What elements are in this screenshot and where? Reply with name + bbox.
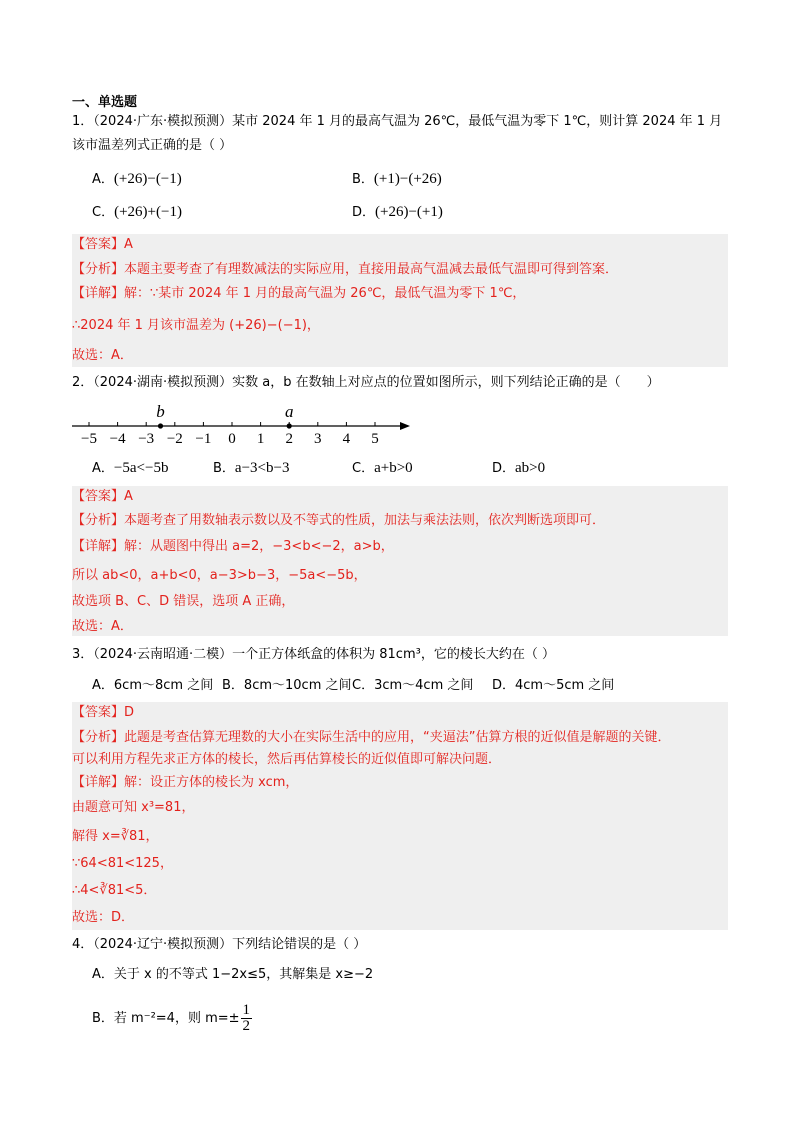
- number-line: [0, 398, 430, 450]
- q1-stem-line-1: 1．（2024·广东·模拟预测）某市 2024 年 1 月的最高气温为 26℃，最低气温为零下 1℃，则计算 2024 年 1 月: [72, 114, 723, 129]
- option-label: B．: [222, 678, 244, 693]
- option-text: a−3<b−3: [234, 460, 290, 476]
- q3-analysis-line-2: 可以利用方程先求正方体的棱长，然后再估算棱长的近似值即可解决问题．: [72, 752, 502, 767]
- option-label: C．: [352, 678, 375, 693]
- q3-option-a: [92, 677, 213, 695]
- q2-option-a: [92, 459, 168, 478]
- q1-option-b: [352, 170, 442, 189]
- number-line-tick-label: 4: [342, 431, 351, 447]
- q4-option-b: [92, 1002, 252, 1036]
- q3-option-c: [352, 677, 473, 695]
- number-line-tick-label: −3: [138, 431, 155, 447]
- number-line-tick-label: −4: [109, 431, 126, 447]
- number-line-point-b: [158, 423, 163, 428]
- q2-analysis: 【分析】本题考查了用数轴表示数以及不等式的性质，加法与乘法法则，依次判断选项即可．: [72, 513, 606, 528]
- q1-detail: 【详解】解：∵某市 2024 年 1 月的最高气温为 26℃，最低气温为零下 1℃，: [72, 286, 526, 301]
- option-label: D．: [492, 678, 516, 693]
- number-line-tick-label: −5: [81, 431, 97, 447]
- q3-analysis: 【分析】此题是考查估算无理数的大小在实际生活中的应用，“夹逼法”估算方根的近似值是解题的关键．: [72, 730, 671, 745]
- q2-detail-line: 故选项 B、C、D 错误，选项 A 正确，: [72, 594, 295, 609]
- number-line-point-a: [287, 423, 292, 428]
- q3-option-b: [222, 677, 352, 695]
- q2-solution-box: [72, 486, 728, 636]
- number-line-tick-label: 5: [371, 431, 379, 447]
- number-line-point-label: b: [156, 402, 165, 421]
- option-label: A．: [92, 678, 114, 693]
- q4-stem-line-1: 4．（2024·辽宁·模拟预测）下列结论错误的是（ ）: [72, 937, 367, 952]
- number-line-tick-label: 0: [228, 431, 236, 447]
- option-label: D．: [492, 461, 516, 476]
- number-line-tick-label: −1: [195, 431, 212, 447]
- q4-option-a: [92, 966, 373, 984]
- q1-option-c: [92, 203, 182, 222]
- option-text: (+26)−(−1): [113, 171, 182, 187]
- option-label: B．: [92, 1011, 114, 1026]
- option-text: a+b>0: [374, 460, 413, 476]
- q2-conclusion: 故选：A．: [72, 619, 133, 634]
- fraction-numerator: 1: [242, 1002, 251, 1018]
- option-label: A．: [92, 967, 114, 982]
- option-text: −5a<−5b: [113, 460, 169, 476]
- q3-detail-line: ∵64<81<125，: [72, 856, 173, 871]
- option-text: (+1)−(+26): [373, 171, 442, 187]
- option-text: 若 m⁻²=4，则 m=±: [113, 1011, 240, 1026]
- q1-stem-line-2: 该市温差列式正确的是（ ）: [72, 138, 233, 153]
- number-line-arrow: [400, 422, 410, 430]
- q3-stem-line-1: 3．（2024·云南昭通·二模）一个正方体纸盒的体积为 81cm³，它的棱长大约在（ ）: [72, 647, 555, 662]
- q2-option-b: [213, 459, 289, 478]
- option-text: (+26)+(−1): [114, 204, 182, 220]
- q3-detail: 【详解】解：设正方体的棱长为 xcm，: [72, 775, 299, 790]
- q2-stem-line-1: 2．（2024·湖南·模拟预测）实数 a，b 在数轴上对应点的位置如图所示，则下列结论正确的是（ ）: [72, 375, 660, 390]
- option-text: 4cm～5cm 之间: [515, 678, 615, 693]
- number-line-tick-label: 1: [256, 431, 265, 447]
- option-label: A．: [92, 461, 114, 476]
- q2-option-c: [352, 459, 413, 478]
- q3-detail-line: ∴4<∛81<5．: [72, 883, 157, 898]
- q3-option-d: [492, 677, 614, 695]
- q3-detail-line: 解得 x=∛81，: [72, 829, 159, 844]
- option-label: A．: [92, 172, 114, 187]
- q1-answer: 【答案】A: [72, 237, 133, 252]
- section-title: 一、单选题: [72, 95, 138, 110]
- option-label: C．: [92, 205, 115, 220]
- option-text: (+26)−(+1): [375, 204, 443, 220]
- number-line-tick-label: 3: [314, 431, 322, 447]
- q1-option-a: [92, 170, 182, 189]
- q1-option-d: [352, 203, 443, 222]
- number-line-tick-label: 2: [285, 431, 293, 447]
- fraction-denominator: 2: [242, 1018, 251, 1034]
- q2-detail: 【详解】解：从题图中得出 a=2，−3<b<−2，a>b，: [72, 539, 394, 554]
- option-text: 关于 x 的不等式 1−2x≤5，其解集是 x≥−2: [113, 967, 374, 982]
- option-text: 6cm～8cm 之间: [113, 678, 214, 693]
- number-line-tick-label: −2: [166, 431, 183, 447]
- fraction: [241, 1003, 253, 1034]
- q1-conclusion: 故选：A．: [72, 348, 133, 363]
- q1-analysis: 【分析】本题主要考查了有理数减法的实际应用，直接用最高气温减去最低气温即可得到答案．: [72, 262, 619, 277]
- option-text: 3cm～4cm 之间: [374, 678, 474, 693]
- option-text: 8cm～10cm 之间: [243, 678, 352, 693]
- q3-detail-line: 由题意可知 x³=81，: [72, 800, 195, 815]
- option-label: B．: [352, 172, 374, 187]
- q1-detail-line: ∴2024 年 1 月该市温差为 (+26)−(−1)，: [72, 318, 320, 333]
- number-line-point-label: a: [284, 402, 294, 421]
- q2-detail-line: 所以 ab<0，a+b<0，a−3>b−3，−5a<−5b，: [72, 568, 367, 583]
- option-label: C．: [352, 461, 375, 476]
- option-label: D．: [352, 205, 376, 220]
- option-text: ab>0: [515, 460, 546, 476]
- q2-option-d: [492, 459, 545, 478]
- q2-answer: 【答案】A: [72, 489, 133, 504]
- option-label: B．: [213, 461, 235, 476]
- q3-conclusion: 故选：D．: [72, 910, 135, 925]
- q3-answer: 【答案】D: [72, 705, 135, 720]
